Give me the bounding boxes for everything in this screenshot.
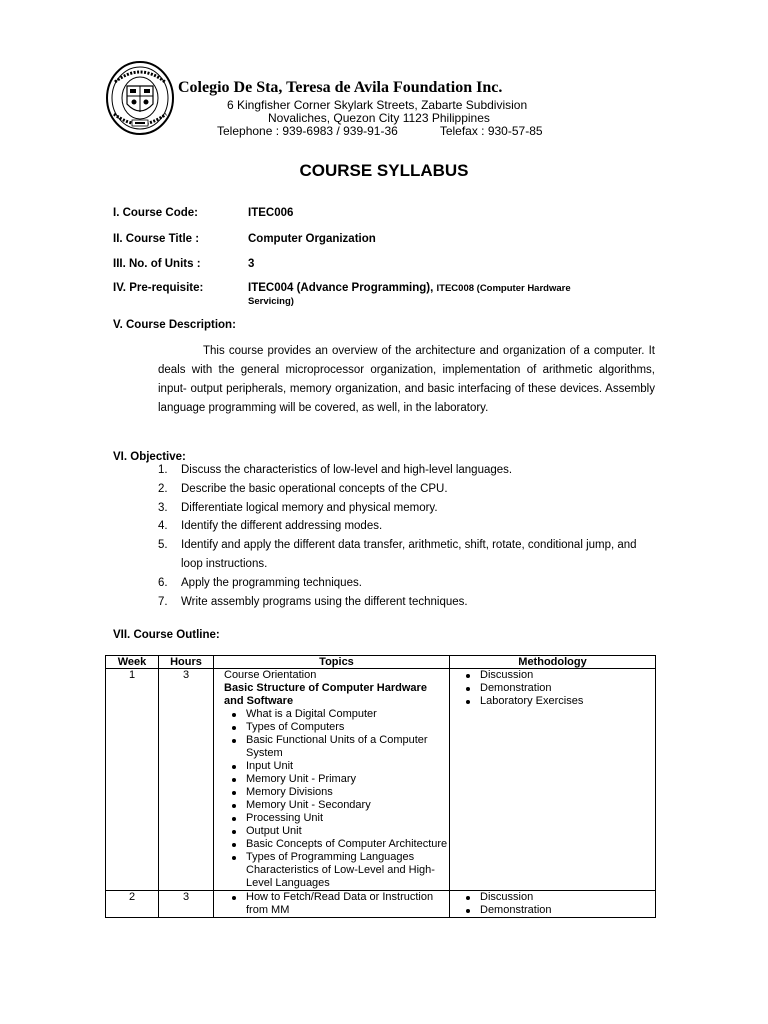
telefax: Telefax : 930-57-85	[439, 124, 543, 138]
column-header-hours: Hours	[159, 656, 214, 669]
objective-heading: VI. Objective:	[113, 451, 186, 463]
prerequisite-secondary-cont: Servicing)	[248, 296, 294, 307]
week-cell: 1	[106, 669, 159, 891]
topic-heading: Basic Structure of Computer Hardware and Software	[224, 682, 427, 707]
hours-cell: 3	[159, 891, 214, 918]
course-title-label: II. Course Title :	[113, 233, 200, 245]
hours-cell: 3	[159, 669, 214, 891]
topics-cell	[214, 891, 450, 918]
topics-cell	[214, 669, 450, 891]
methodology-list	[460, 891, 655, 917]
list-item: Output Unit	[224, 825, 449, 838]
address-line-1: 6 Kingfisher Corner Skylark Streets, Zabarte Subdivision	[227, 98, 528, 112]
list-item: Demonstration	[460, 904, 655, 917]
topic-intro: Course Orientation	[224, 669, 317, 681]
telephone: Telephone : 939-6983 / 939-91-36	[217, 124, 398, 138]
school-seal-logo	[105, 60, 175, 136]
week-cell: 2	[106, 891, 159, 918]
description-heading: V. Course Description:	[113, 319, 236, 331]
list-item: Memory Unit - Secondary	[224, 799, 449, 812]
column-header-methodology: Methodology	[450, 656, 656, 669]
objective-item: 4. Identify the different addressing modes.	[158, 520, 383, 533]
list-item: Input Unit	[224, 760, 449, 773]
prerequisite-secondary: ITEC008 (Computer Hardware	[436, 283, 571, 294]
prerequisite-value	[248, 282, 571, 294]
objective-item: 2. Describe the basic operational concepts of the CPU.	[158, 482, 448, 495]
methodology-cell	[450, 669, 656, 891]
list-item: Discussion	[460, 669, 655, 682]
course-outline-table	[105, 655, 656, 918]
table-row	[106, 891, 656, 918]
prerequisite-label: IV. Pre-requisite:	[113, 282, 204, 294]
objective-item: 3. Differentiate logical memory and physical memory.	[158, 501, 438, 514]
list-item: Types of Computers	[224, 721, 449, 734]
course-code-value: ITEC006	[248, 207, 294, 219]
column-header-week: Week	[106, 656, 159, 669]
document-title: COURSE SYLLABUS	[299, 161, 469, 180]
list-item: Discussion	[460, 891, 655, 904]
topic-list	[224, 708, 449, 890]
list-item: Demonstration	[460, 682, 655, 695]
list-item: Memory Divisions	[224, 786, 449, 799]
objective-item: 1. Discuss the characteristics of low-level and high-level languages.	[158, 464, 513, 476]
contact-line	[217, 124, 543, 138]
list-item: Types of Programming Languages Characteristics of Low-Level and High-Level Languages	[224, 851, 449, 890]
course-title-value: Computer Organization	[248, 233, 376, 245]
course-code-label: I. Course Code:	[113, 207, 198, 219]
list-item: Laboratory Exercises	[460, 695, 655, 708]
table-header-row	[106, 656, 656, 669]
units-value: 3	[248, 258, 255, 270]
objective-list	[158, 461, 658, 611]
list-item: What is a Digital Computer	[224, 708, 449, 721]
topic-list	[224, 891, 449, 917]
address-line-2: Novaliches, Quezon City 1123 Philippines	[268, 111, 490, 125]
column-header-topics: Topics	[214, 656, 450, 669]
objective-item: 6. Apply the programming techniques.	[158, 576, 362, 589]
methodology-list	[460, 669, 655, 708]
table-row	[106, 669, 656, 891]
units-label: III. No. of Units :	[113, 258, 201, 270]
objective-item: 7. Write assembly programs using the different techniques.	[158, 595, 468, 608]
description-text: This course provides an overview of the architecture and organization of a computer. It deals with the general microprocessor organization, implementation of arithmetic algorithms, input- output peripherals, memory organization, and basic interfacing of these devices. Assembly language programming will be covered, as well, in the laboratory.	[158, 345, 655, 414]
prerequisite-main: ITEC004 (Advance Programming),	[248, 282, 434, 294]
list-item: Basic Concepts of Computer Architecture	[224, 838, 449, 851]
list-item: Processing Unit	[224, 812, 449, 825]
outline-heading: VII. Course Outline:	[113, 629, 220, 641]
methodology-cell	[450, 891, 656, 918]
objective-item: 5. Identify and apply the different data transfer, arithmetic, shift, rotate, conditional jump, and loop instructions.	[158, 539, 637, 570]
list-item: Memory Unit - Primary	[224, 773, 449, 786]
list-item: How to Fetch/Read Data or Instruction from MM	[224, 891, 449, 917]
list-item: Basic Functional Units of a Computer System	[224, 734, 449, 760]
school-name: Colegio De Sta, Teresa de Avila Foundation Inc.	[178, 79, 503, 96]
